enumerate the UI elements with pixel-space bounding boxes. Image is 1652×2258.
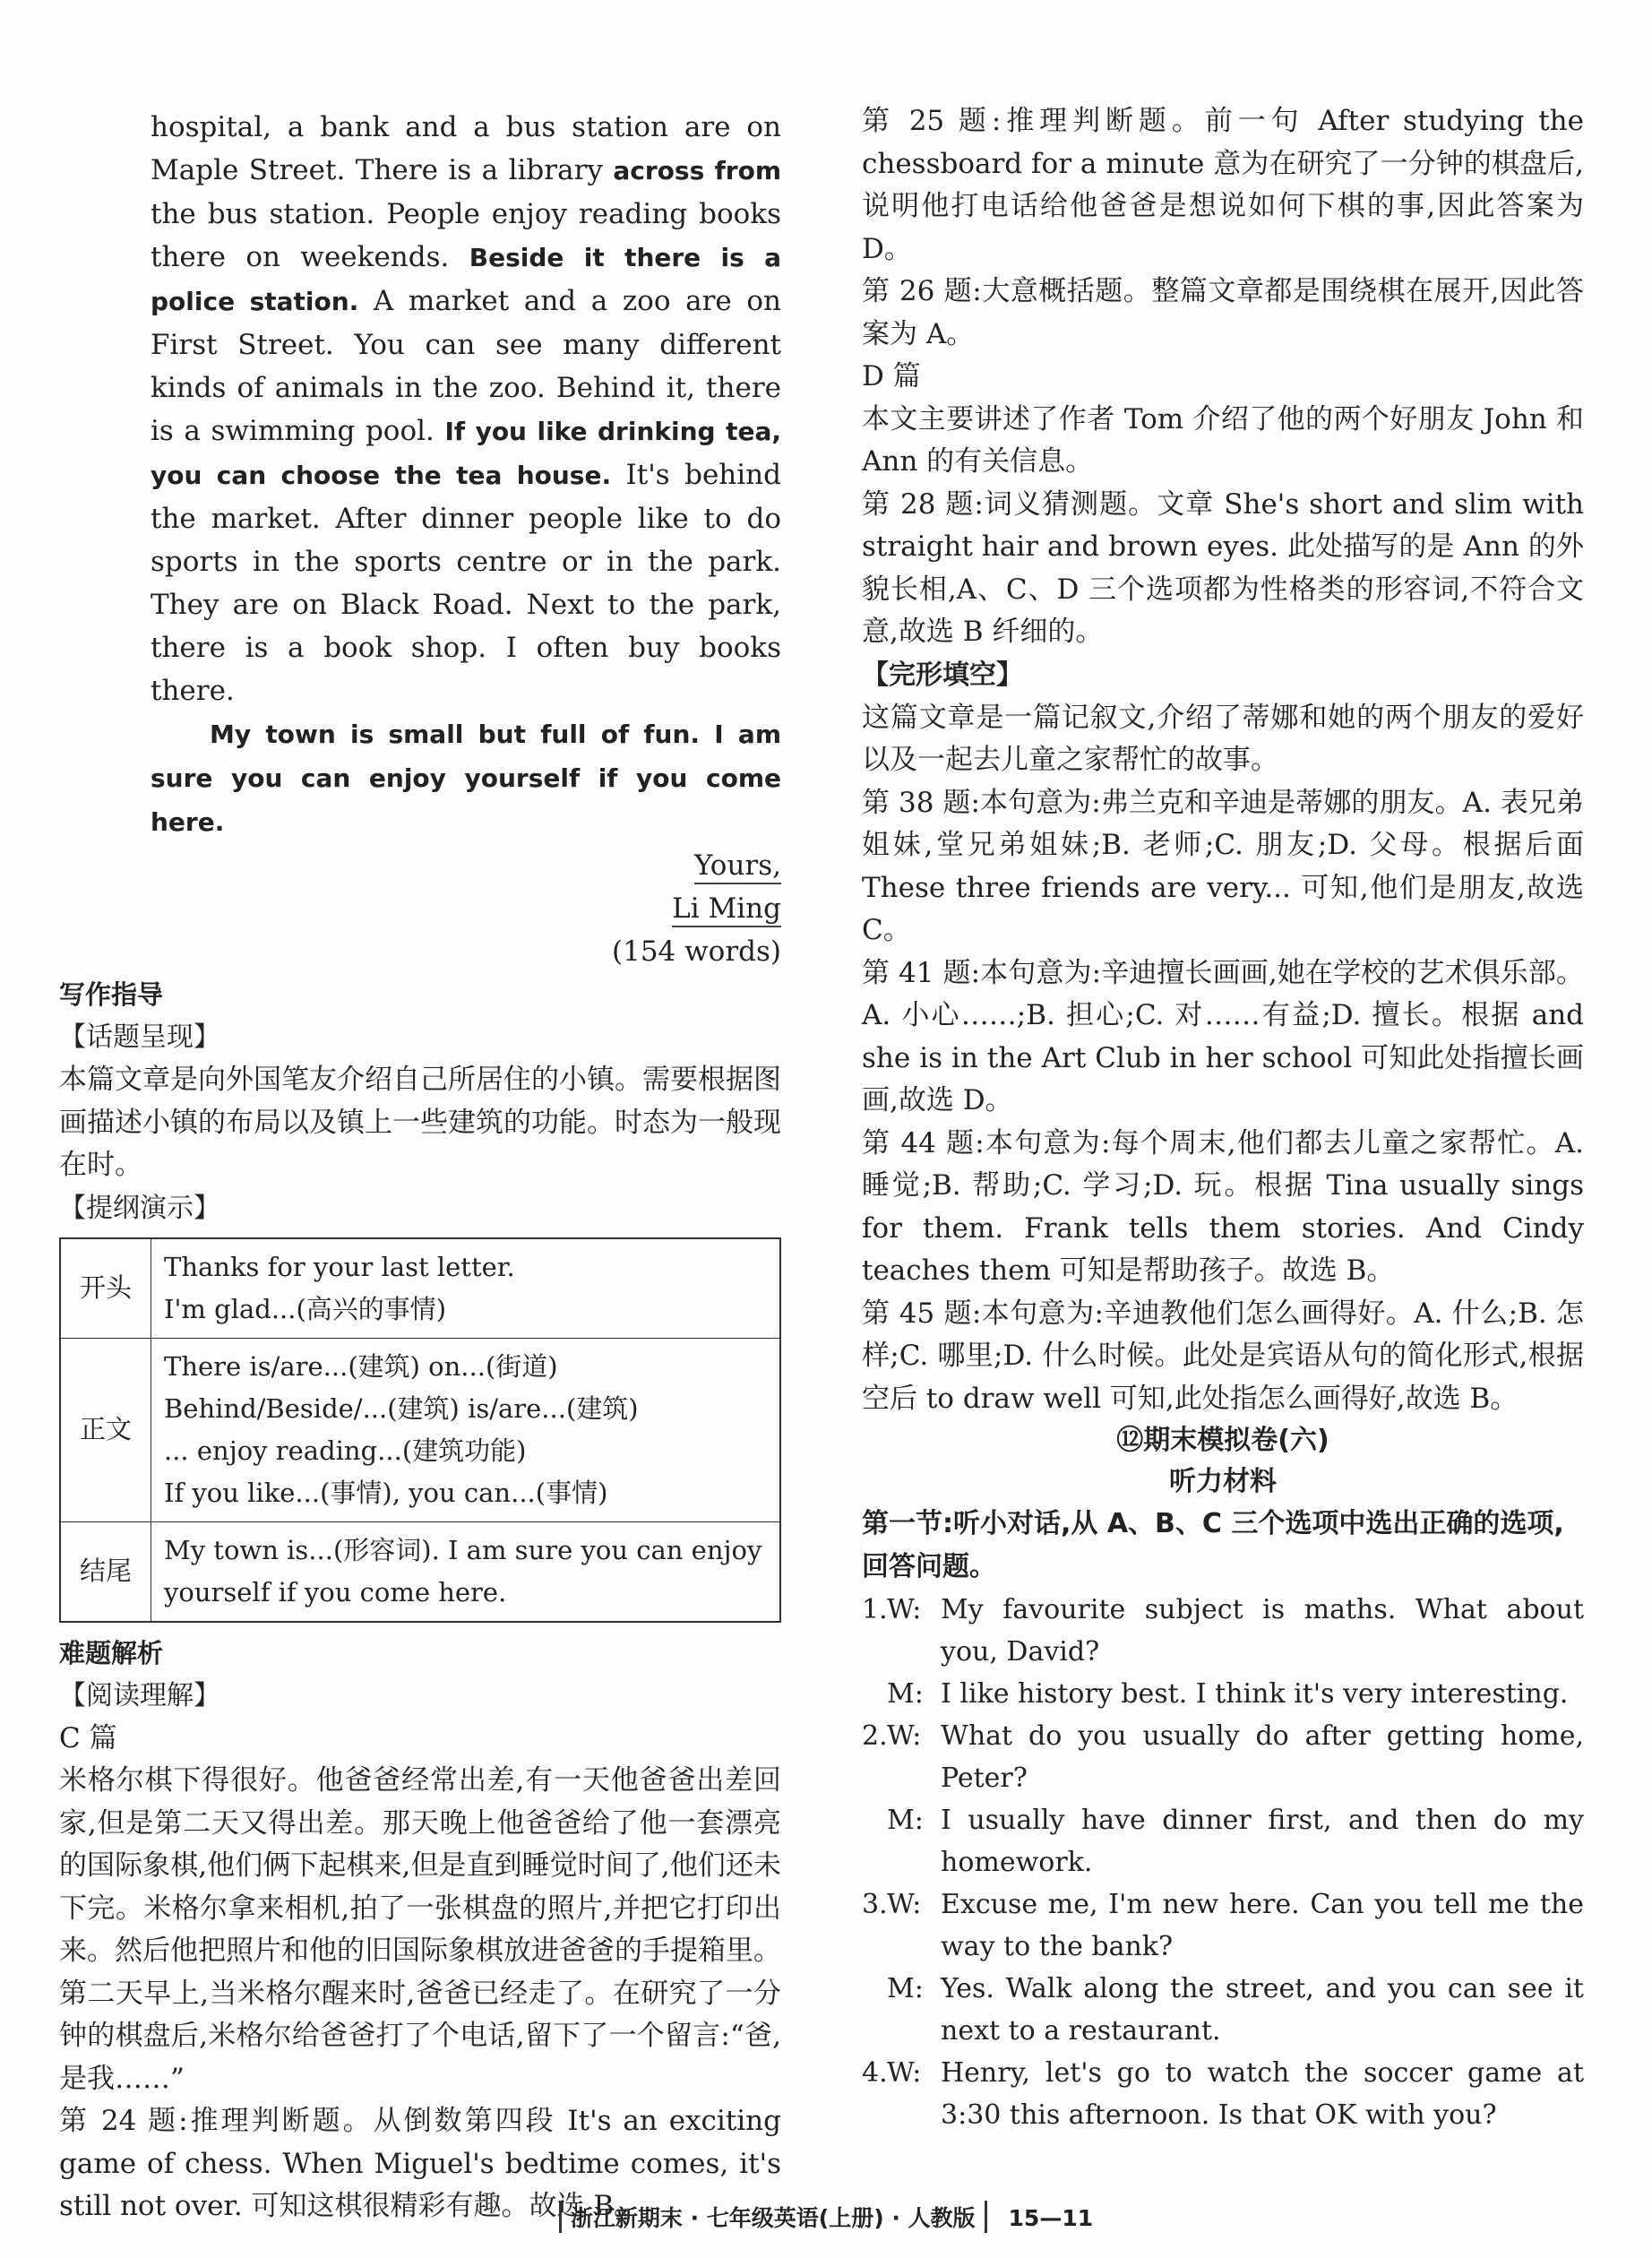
question-45-analysis: 第 45 题:本句意为:辛迪教他们怎么画得好。A. 什么;B. 怎样;C. 哪里;D. 什么时候。此处是宾语从句的简化形式,根据空后 to draw well 可知,此处指怎么画得好,故选 B。 <box>862 1297 1584 1415</box>
question-26-analysis: 第 26 题:大意概括题。整篇文章都是围绕棋在展开,因此答案为 A。 <box>862 275 1584 350</box>
analysis-heading: 难题解析 <box>59 1637 164 1668</box>
letter-paragraph-1: hospital, a bank and a bus station are on Maple Street. There is a library across from the bus station. People enjoy reading books there on weekends. Beside it there is a police station. A market and a zoo are on First Street. You can see many different kinds of animals in the zoo. Behind it, there is a swimming pool. If you like drinking tea, you can choose the tea house. It's behind the market. After dinner people like to do sports in the sports centre or in the park. They are on Black Road. Next to the park, there is a book shop. I often buy books there. <box>151 111 782 707</box>
passage-d-summary: 本文主要讲述了作者 Tom 介绍了他的两个好朋友 John 和 Ann 的有关信息。 <box>862 402 1584 478</box>
section-1-instructions: 第一节:听小对话,从 A、B、C 三个选项中选出正确的选项,回答问题。 <box>862 1508 1564 1582</box>
outline-row-label: 结尾 <box>60 1521 151 1622</box>
letter-signature: Li Ming <box>151 887 781 930</box>
passage-c-text: 米格尔棋下得很好。他爸爸经常出差,有一天他爸爸出差回家,但是第二天又得出差。那天晚上他爸爸给了他一套漂亮的国际象棋,他们俩下起棋来,但是直到睡觉时间了,他们还未下完。米格尔拿来相机,拍了一张棋盘的照片,并把它打印出来。然后他把照片和他的旧国际象棋放进爸爸的手提箱里。第二天早上,当米格尔醒来时,爸爸已经走了。在研究了一分钟的棋盘后,米格尔给爸爸打了个电话,留下了一个留言:“爸,是我……” <box>59 1764 781 2095</box>
question-24-analysis: 第 24 题:推理判断题。从倒数第四段 It's an exciting game of chess. When Miguel's bedtime comes, it's still not over. 可知这棋很精彩有趣。故选 B。 <box>59 2105 781 2222</box>
exam-title: ⑫期末模拟卷(六) <box>1116 1425 1329 1456</box>
word-count: (154 words) <box>612 935 781 968</box>
outline-row-content: My town is...(形容词). I am sure you can enjoy yourself if you come here. <box>151 1521 781 1622</box>
question-28-analysis: 第 28 题:词义猜测题。文章 She's short and slim with straight hair and brown eyes. 此处描写的是 Ann 的外貌长相,A、C、D 三个选项都为性格类的形容词,不符合文意,故选 B 纤细的。 <box>862 487 1584 648</box>
book-title: 浙江新期末 · 七年级英语(上册) · 人教版 <box>559 2201 987 2233</box>
page-number: 15—11 <box>1008 2205 1094 2231</box>
page-footer <box>0 2201 1652 2233</box>
question-38-analysis: 第 38 题:本句意为:弗兰克和辛迪是蒂娜的朋友。A. 表兄弟姐妹,堂兄弟姐妹;B. 老师;C. 朋友;D. 父母。根据后面 These three friends are very... 可知,他们是朋友,故选 C。 <box>862 786 1584 946</box>
dialogue-2: 2. W: What do you usually do after getting home, Peter? M: I usually have dinner first, and then do my homework. <box>862 1720 1584 1878</box>
reading-label: 【阅读理解】 <box>59 1679 220 1711</box>
outline-row-content: Thanks for your last letter. I'm glad...(高兴的事情) <box>151 1238 781 1339</box>
dialogue-1: 1. W: My favourite subject is maths. What about you, David? M: I like history best. I think it's very interesting. <box>862 1594 1584 1710</box>
letter-paragraph-2: My town is small but full of fun. I am sure you can enjoy yourself if you come here. <box>151 720 781 837</box>
outline-row-label: 开头 <box>60 1238 151 1339</box>
outline-table <box>59 1237 781 1623</box>
letter-closing: Yours, <box>151 844 781 887</box>
question-44-analysis: 第 44 题:本句意为:每个周末,他们都去儿童之家帮忙。A. 睡觉;B. 帮助;C. 学习;D. 玩。根据 Tina usually sings for them. Frank tells them stories. And Cindy teaches them 可知是帮助孩子。故选 B。 <box>862 1126 1584 1287</box>
topic-label: 【话题呈现】 <box>59 1021 220 1053</box>
listening-title: 听力材料 <box>1169 1466 1277 1497</box>
question-25-analysis: 第 25 题:推理判断题。前一句 After studying the chessboard for a minute 意为在研究了一分钟的棋盘后,说明他打电话给他爸爸是想说如何下棋的事,因此答案为 D。 <box>862 105 1584 265</box>
passage-d-title: D 篇 <box>862 360 921 392</box>
left-column <box>59 106 781 2228</box>
outline-label: 【提纲演示】 <box>59 1192 220 1224</box>
passage-c-title: C 篇 <box>59 1721 117 1754</box>
question-41-analysis: 第 41 题:本句意为:辛迪擅长画画,她在学校的艺术俱乐部。A. 小心……;B. 担心;C. 对……有益;D. 擅长。根据 and she is in the Art Club in her school 可知此处指擅长画画,故选 D。 <box>862 956 1584 1116</box>
model-letter <box>59 106 781 973</box>
right-column <box>862 100 1584 2136</box>
cloze-intro: 这篇文章是一篇记叙文,介绍了蒂娜和她的两个朋友的爱好以及一起去儿童之家帮忙的故事。 <box>862 701 1584 776</box>
dialogue-3: 3. W: Excuse me, I'm new here. Can you tell me the way to the bank? M: Yes. Walk along the street, and you can see it next to a restaurant. <box>862 1889 1584 2047</box>
topic-text: 本篇文章是向外国笔友介绍自己所居住的小镇。需要根据图画描述小镇的布局以及镇上一些建筑的功能。时态为一般现在时。 <box>59 1064 781 1181</box>
outline-row-body <box>60 1338 780 1521</box>
writing-guide-heading: 写作指导 <box>59 979 164 1010</box>
dialogue-list <box>862 1589 1584 2136</box>
outline-row-opening <box>60 1238 780 1339</box>
dialogue-4: 4. W: Henry, let's go to watch the soccer game at 3:30 this afternoon. Is that OK with you? <box>862 2057 1584 2131</box>
outline-row-content: There is/are...(建筑) on...(街道) Behind/Beside/...(建筑) is/are...(建筑) ... enjoy reading...(建筑功能) If you like...(事情), you can...(事情) <box>151 1338 781 1521</box>
outline-row-ending <box>60 1521 780 1622</box>
outline-row-label: 正文 <box>60 1338 151 1521</box>
cloze-label: 【完形填空】 <box>862 659 1023 691</box>
